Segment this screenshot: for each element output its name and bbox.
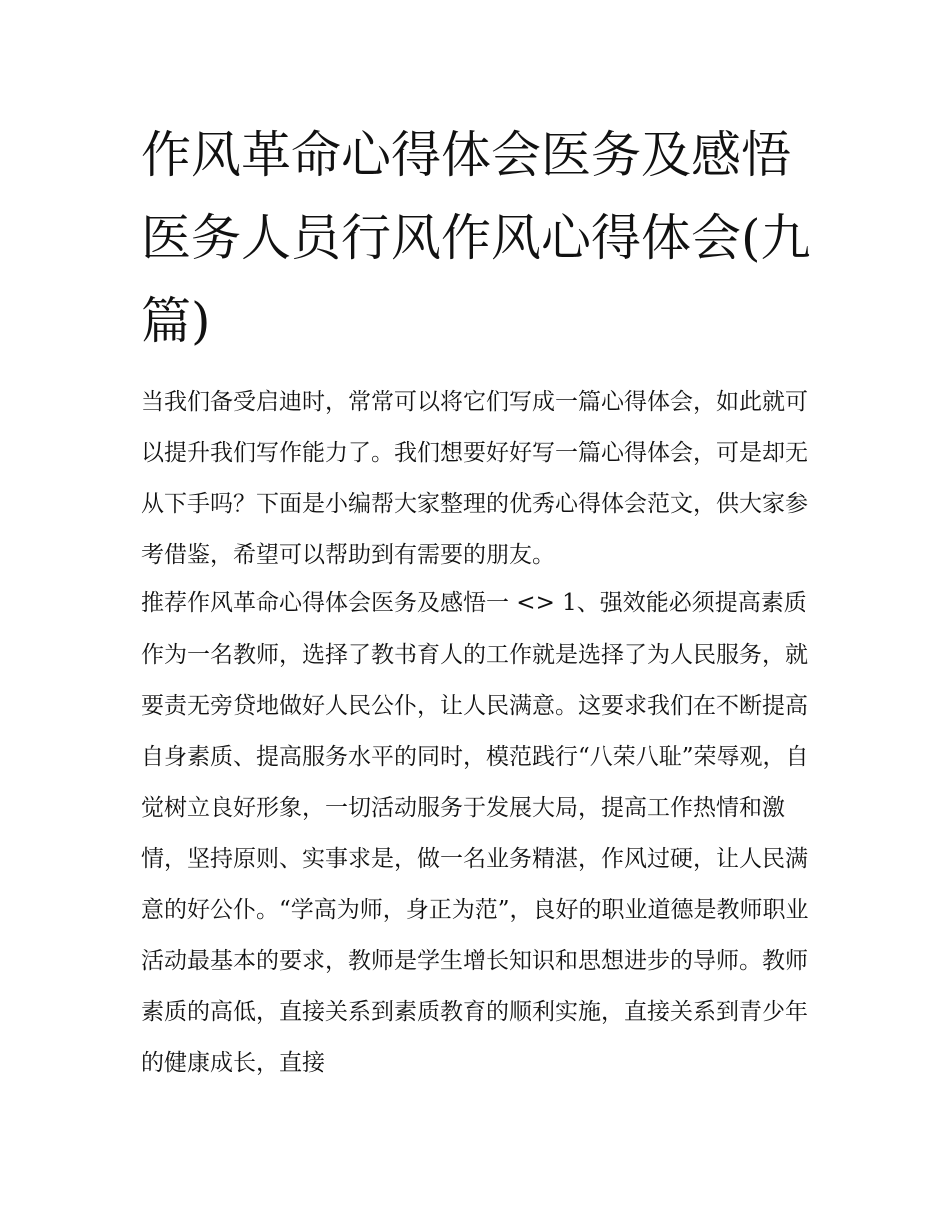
intro-paragraph: 当我们备受启迪时，常常可以将它们写成一篇心得体会，如此就可以提升我们写作能力了。我们想要好好写一篇心得体会，可是却无从下手吗？下面是小编帮大家整理的优秀心得体会范文，供大家参考借鉴，希望可以帮助到有需要的朋友。 xyxy=(141,389,808,568)
section-heading: 推荐作风革命心得体会医务及感悟一 <> 1、强效能必须提高素质 xyxy=(141,590,807,616)
document-content xyxy=(141,114,813,1089)
body-paragraph: 作为一名教师，选择了教书育人的工作就是选择了为人民服务，就要责无旁贷地做好人民公仆，让人民满意。这要求我们在不断提高自身素质、提高服务水平的同时，模范践行“八荣八耻”荣辱观，自觉树立良好形象，一切活动服务于发展大局，提高工作热情和激情，坚持原则、实事求是，做一名业务精湛，作风过硬，让人民满意的好公仆。“学高为师，身正为范”，良好的职业道德是教师职业活动最基本的要求，教师是学生增长知识和思想进步的导师。教师素质的高低，直接关系到素质教育的顺利实施，直接关系到青少年的健康成长，直接 xyxy=(141,642,809,1076)
document-title: 作风革命心得体会医务及感悟医务人员行风作风心得体会(九篇) xyxy=(141,126,811,350)
